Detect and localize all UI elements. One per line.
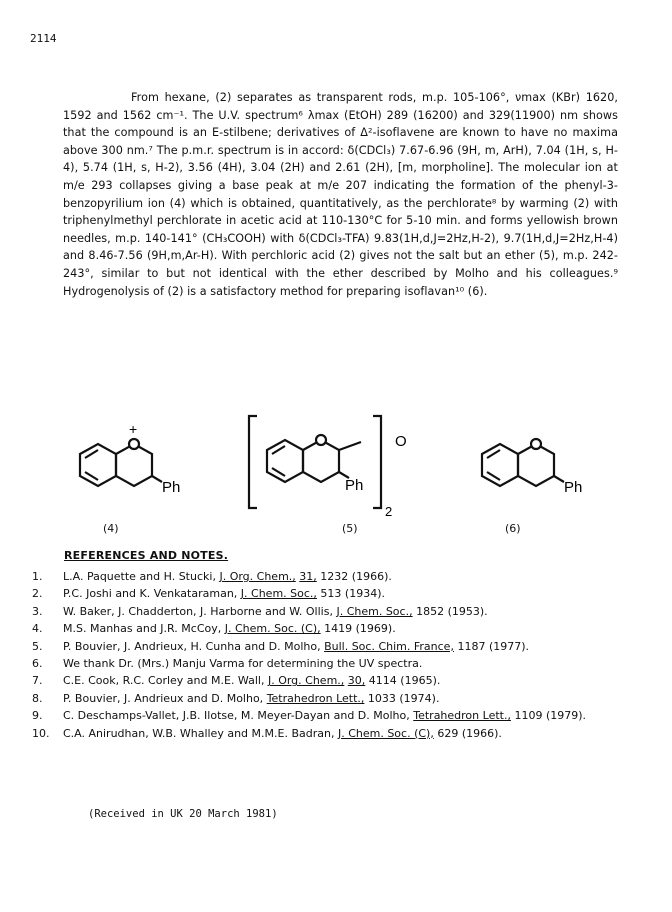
reference-number: 6.	[32, 657, 43, 671]
label-structure-4: (4)	[103, 522, 119, 535]
references-list	[32, 568, 622, 742]
ph-label-4: Ph	[162, 479, 181, 496]
reference-authors: P. Bouvier, J. Andrieux and D. Molho,	[63, 691, 267, 705]
label-structure-5: (5)	[342, 522, 358, 535]
reference-number: 9.	[32, 709, 43, 723]
reference-journal: Tetrahedron Lett.,	[413, 709, 511, 723]
reference-journal: Bull. Soc. Chim. France,	[324, 639, 454, 653]
reference-authors: C. Deschamps-Vallet, J.B. Ilotse, M. Meyer-Dayan and D. Molho,	[63, 709, 414, 723]
reference-pages: 1109 (1979).	[510, 709, 587, 723]
reference-journal: Tetrahedron Lett.,	[266, 691, 365, 705]
reference-item	[32, 638, 622, 655]
reference-number: 8.	[32, 691, 43, 705]
oxygen-label-5: O	[395, 433, 407, 450]
label-structure-6: (6)	[505, 522, 521, 535]
references-heading: REFERENCES AND NOTES.	[64, 549, 229, 562]
reference-item	[32, 603, 622, 620]
reference-pages: 1232 (1966).	[316, 570, 392, 583]
reference-pages: 1419 (1969).	[320, 622, 396, 636]
reference-number: 2.	[32, 587, 43, 601]
reference-authors: C.E. Cook, R.C. Corley and M.E. Wall,	[63, 674, 268, 688]
charge-label-4: +	[129, 426, 138, 437]
reference-item	[32, 568, 622, 585]
chemical-structures	[0, 412, 672, 552]
body-paragraph: From hexane, (2) separates as transparent rods, m.p. 105-106°, νmax (KBr) 1620, 1592 and 1562 cm⁻¹. The U.V. spectrum⁶ λmax (EtOH) 289 (16200) and 329(11900) nm shows that the compound is an E-stilbene; derivatives of Δ²-isoflavene are known to have no maxima above 300 nm.⁷ The p.m.r. spectrum is in accord: δ(CDCl₃) 7.67-6.96 (9H, m, ArH), 7.04 (1H, s, H-4), 5.74 (1H, s, H-2), 3.56 (4H), 3.04 (2H) and 2.61 (2H), [m, morpholine]. The molecular ion at m/e 293 collapses giving a base peak at m/e 207 indicating the formation of the phenyl-3-benzopyrilium ion (4) which is obtained, quantitatively, as the perchlorate⁸ by warming (2) with triphenylmethyl perchlorate in acetic acid at 110-130°C for 5-10 min. and forms yellowish brown needles, m.p. 140-141° (CH₃COOH) with δ(CDCl₃-TFA) 9.83(1H,d,J=2Hz,H-2), 9.7(1H,d,J=2Hz,H-4) and 8.46-7.56 (9H,m,Ar-H). With perchloric acid (2) gives not the salt but an ether (5), m.p. 242-243°, similar to but not identical with the ether described by Molho and his colleagues.⁹ Hydrogenolysis of (2) is a satisfactory method for preparing isoflavan¹⁰ (6).	[63, 91, 618, 298]
reference-item	[32, 707, 622, 724]
reference-authors: P. Bouvier, J. Andrieux, H. Cunha and D. Molho,	[63, 639, 325, 653]
reference-volume: 31,	[299, 570, 317, 583]
body-text	[63, 89, 618, 300]
reference-number: 3.	[32, 604, 43, 618]
reference-journal: J. Chem. Soc.,	[240, 587, 317, 601]
reference-pages: 1852 (1953).	[412, 604, 488, 618]
reference-number: 7.	[32, 674, 43, 688]
reference-item	[32, 725, 622, 742]
reference-authors: M.S. Manhas and J.R. McCoy,	[63, 622, 225, 636]
ph-label-6: Ph	[564, 479, 583, 496]
reference-item	[32, 585, 622, 602]
subscript-label-5: 2	[385, 504, 393, 519]
reference-item	[32, 672, 622, 689]
reference-authors: C.A. Anirudhan, W.B. Whalley and M.M.E. Badran,	[63, 726, 338, 740]
reference-journal: J. Chem. Soc. (C),	[337, 726, 434, 740]
reference-pages: 1187 (1977).	[453, 639, 530, 653]
reference-journal: J. Chem. Soc. (C),	[224, 622, 321, 636]
received-date: (Received in UK 20 March 1981)	[88, 808, 278, 820]
ph-label-5: Ph	[345, 477, 364, 494]
reference-item	[32, 620, 622, 637]
reference-journal: J. Org. Chem.,	[219, 570, 296, 583]
reference-number: 1.	[32, 570, 43, 583]
reference-item	[32, 690, 622, 707]
page-number: 2114	[30, 32, 57, 45]
structure-4	[58, 426, 208, 506]
reference-number: 10.	[32, 726, 50, 740]
reference-note: We thank Dr. (Mrs.) Manju Varma for determining the UV spectra.	[63, 657, 423, 671]
structure-5	[235, 412, 425, 522]
structure-6	[460, 426, 610, 506]
reference-authors: L.A. Paquette and H. Stucki,	[63, 570, 220, 583]
reference-pages: 629 (1966).	[433, 726, 502, 740]
reference-pages: 513 (1934).	[316, 587, 385, 601]
reference-authors: P.C. Joshi and K. Venkataraman,	[63, 587, 241, 601]
reference-pages: 4114 (1965).	[365, 674, 441, 688]
reference-number: 5.	[32, 639, 43, 653]
reference-number: 4.	[32, 622, 43, 636]
reference-authors: W. Baker, J. Chadderton, J. Harborne and W. Ollis,	[63, 604, 337, 618]
reference-journal: J. Chem. Soc.,	[336, 604, 413, 618]
reference-journal: J. Org. Chem.,	[267, 674, 345, 688]
reference-pages: 1033 (1974).	[364, 691, 440, 705]
reference-volume: 30,	[347, 674, 366, 688]
reference-item	[32, 655, 622, 672]
